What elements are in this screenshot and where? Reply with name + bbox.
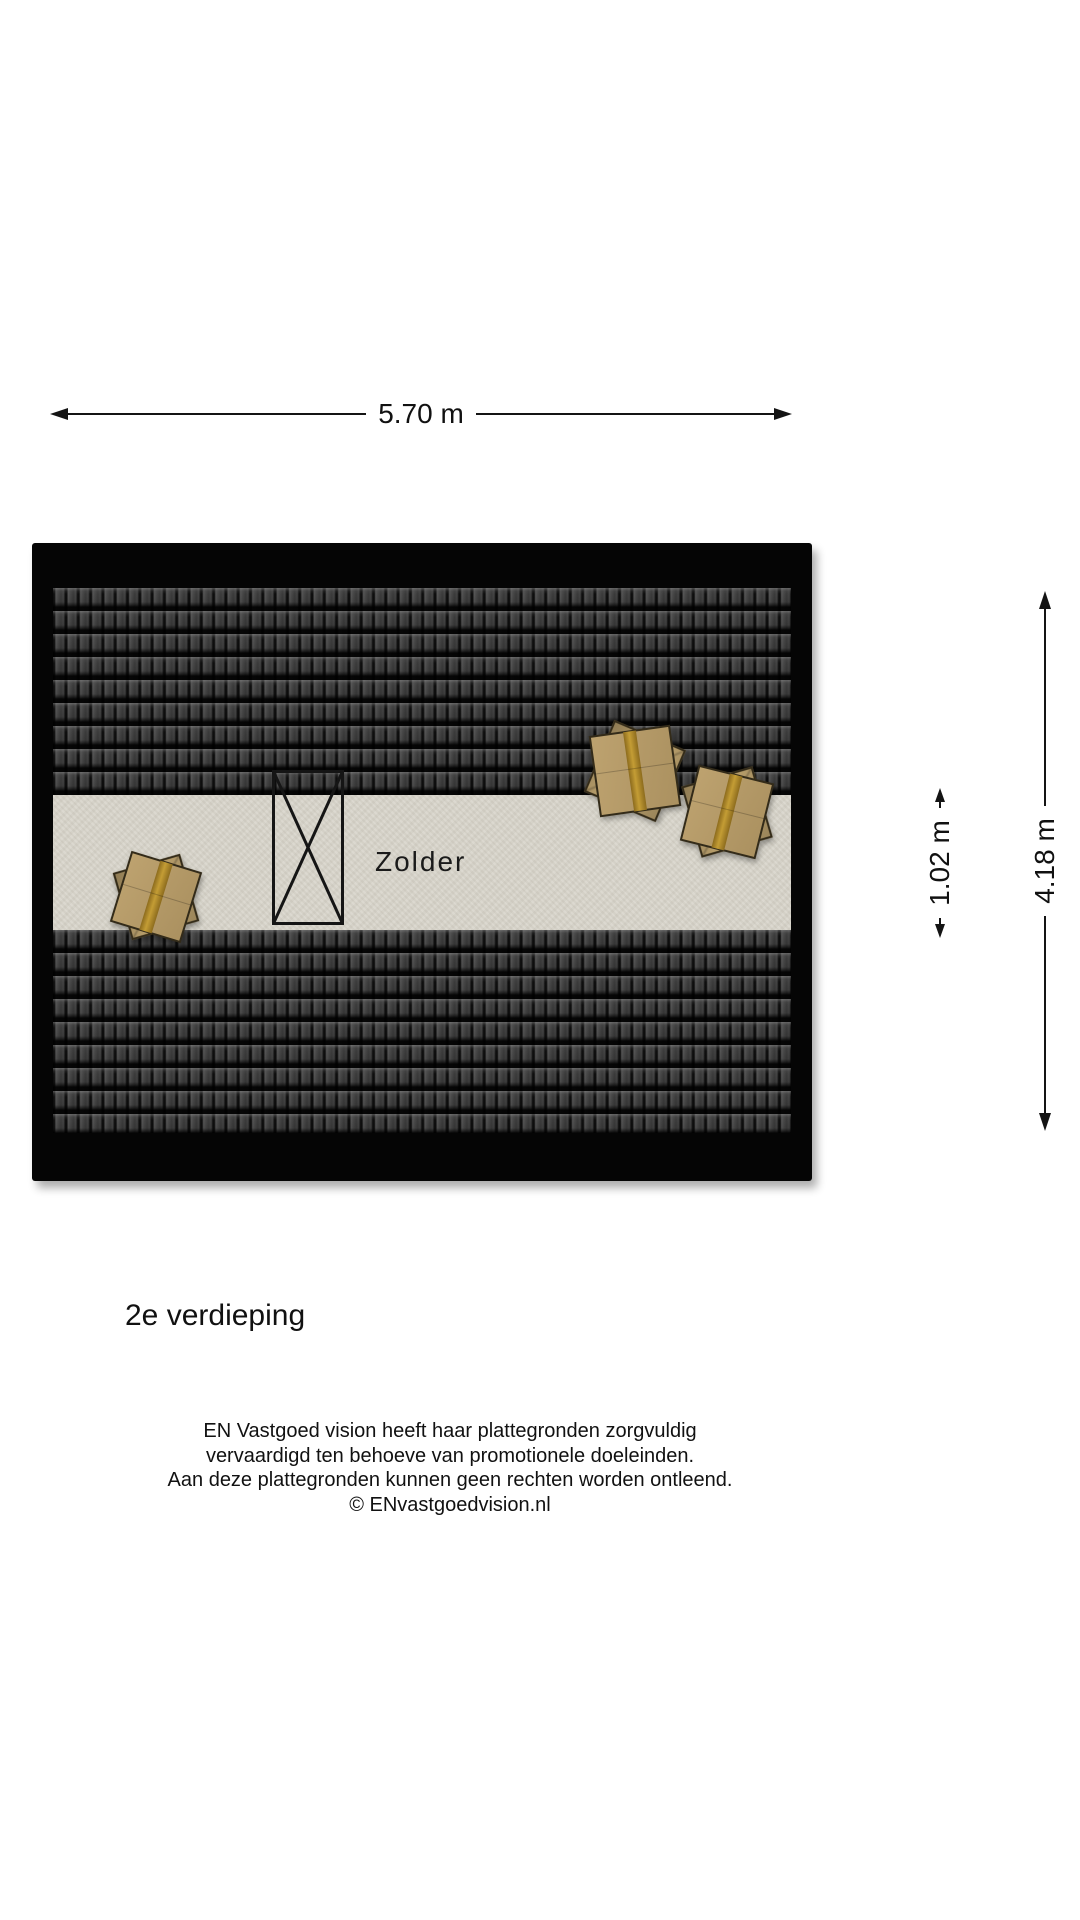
dimension-arrowhead-left-icon xyxy=(50,408,68,420)
floor-title: 2e verdieping xyxy=(125,1299,306,1332)
width-dimension-label: 5.70 m xyxy=(378,398,464,429)
disclaimer xyxy=(88,1419,812,1517)
strip-height-dimension xyxy=(925,788,955,938)
dimension-line xyxy=(476,413,774,415)
dimension-line xyxy=(1044,916,1046,1113)
dimension-line xyxy=(939,918,941,924)
dimension-arrowhead-down-icon xyxy=(1039,1113,1051,1131)
disclaimer-line: Aan deze plattegronden kunnen geen rechten worden ontleend. xyxy=(167,1469,733,1492)
disclaimer-line: vervaardigd ten behoeve van promotionele doeleinden. xyxy=(205,1444,695,1467)
dimension-line xyxy=(1044,609,1046,806)
strip-height-dimension-label: 1.02 m xyxy=(924,820,955,906)
disclaimer-line: EN Vastgoed vision heeft haar plattegronden zorgvuldig xyxy=(203,1420,697,1442)
floor-plan xyxy=(32,543,812,1181)
dimension-arrowhead-up-icon xyxy=(935,788,945,802)
dimension-line xyxy=(939,802,941,808)
roof-tiles-bottom xyxy=(53,930,791,1133)
box-tape xyxy=(139,861,172,934)
box-face xyxy=(589,725,682,818)
box-tape xyxy=(712,774,743,851)
dimension-line xyxy=(68,413,366,415)
stairs-opening-icon xyxy=(272,770,344,925)
dimension-arrowhead-right-icon xyxy=(774,408,792,420)
inner-height-dimension-label: 4.18 m xyxy=(1029,818,1060,904)
box-tape xyxy=(623,730,647,811)
cardboard-box-icon xyxy=(589,725,682,818)
dimension-arrowhead-down-icon xyxy=(935,924,945,938)
dimension-arrowhead-up-icon xyxy=(1039,591,1051,609)
width-dimension xyxy=(50,399,792,429)
copyright-line: © ENvastgoedvision.nl xyxy=(349,1493,551,1516)
inner-height-dimension xyxy=(1030,591,1060,1131)
room-label: Zolder xyxy=(375,846,467,877)
